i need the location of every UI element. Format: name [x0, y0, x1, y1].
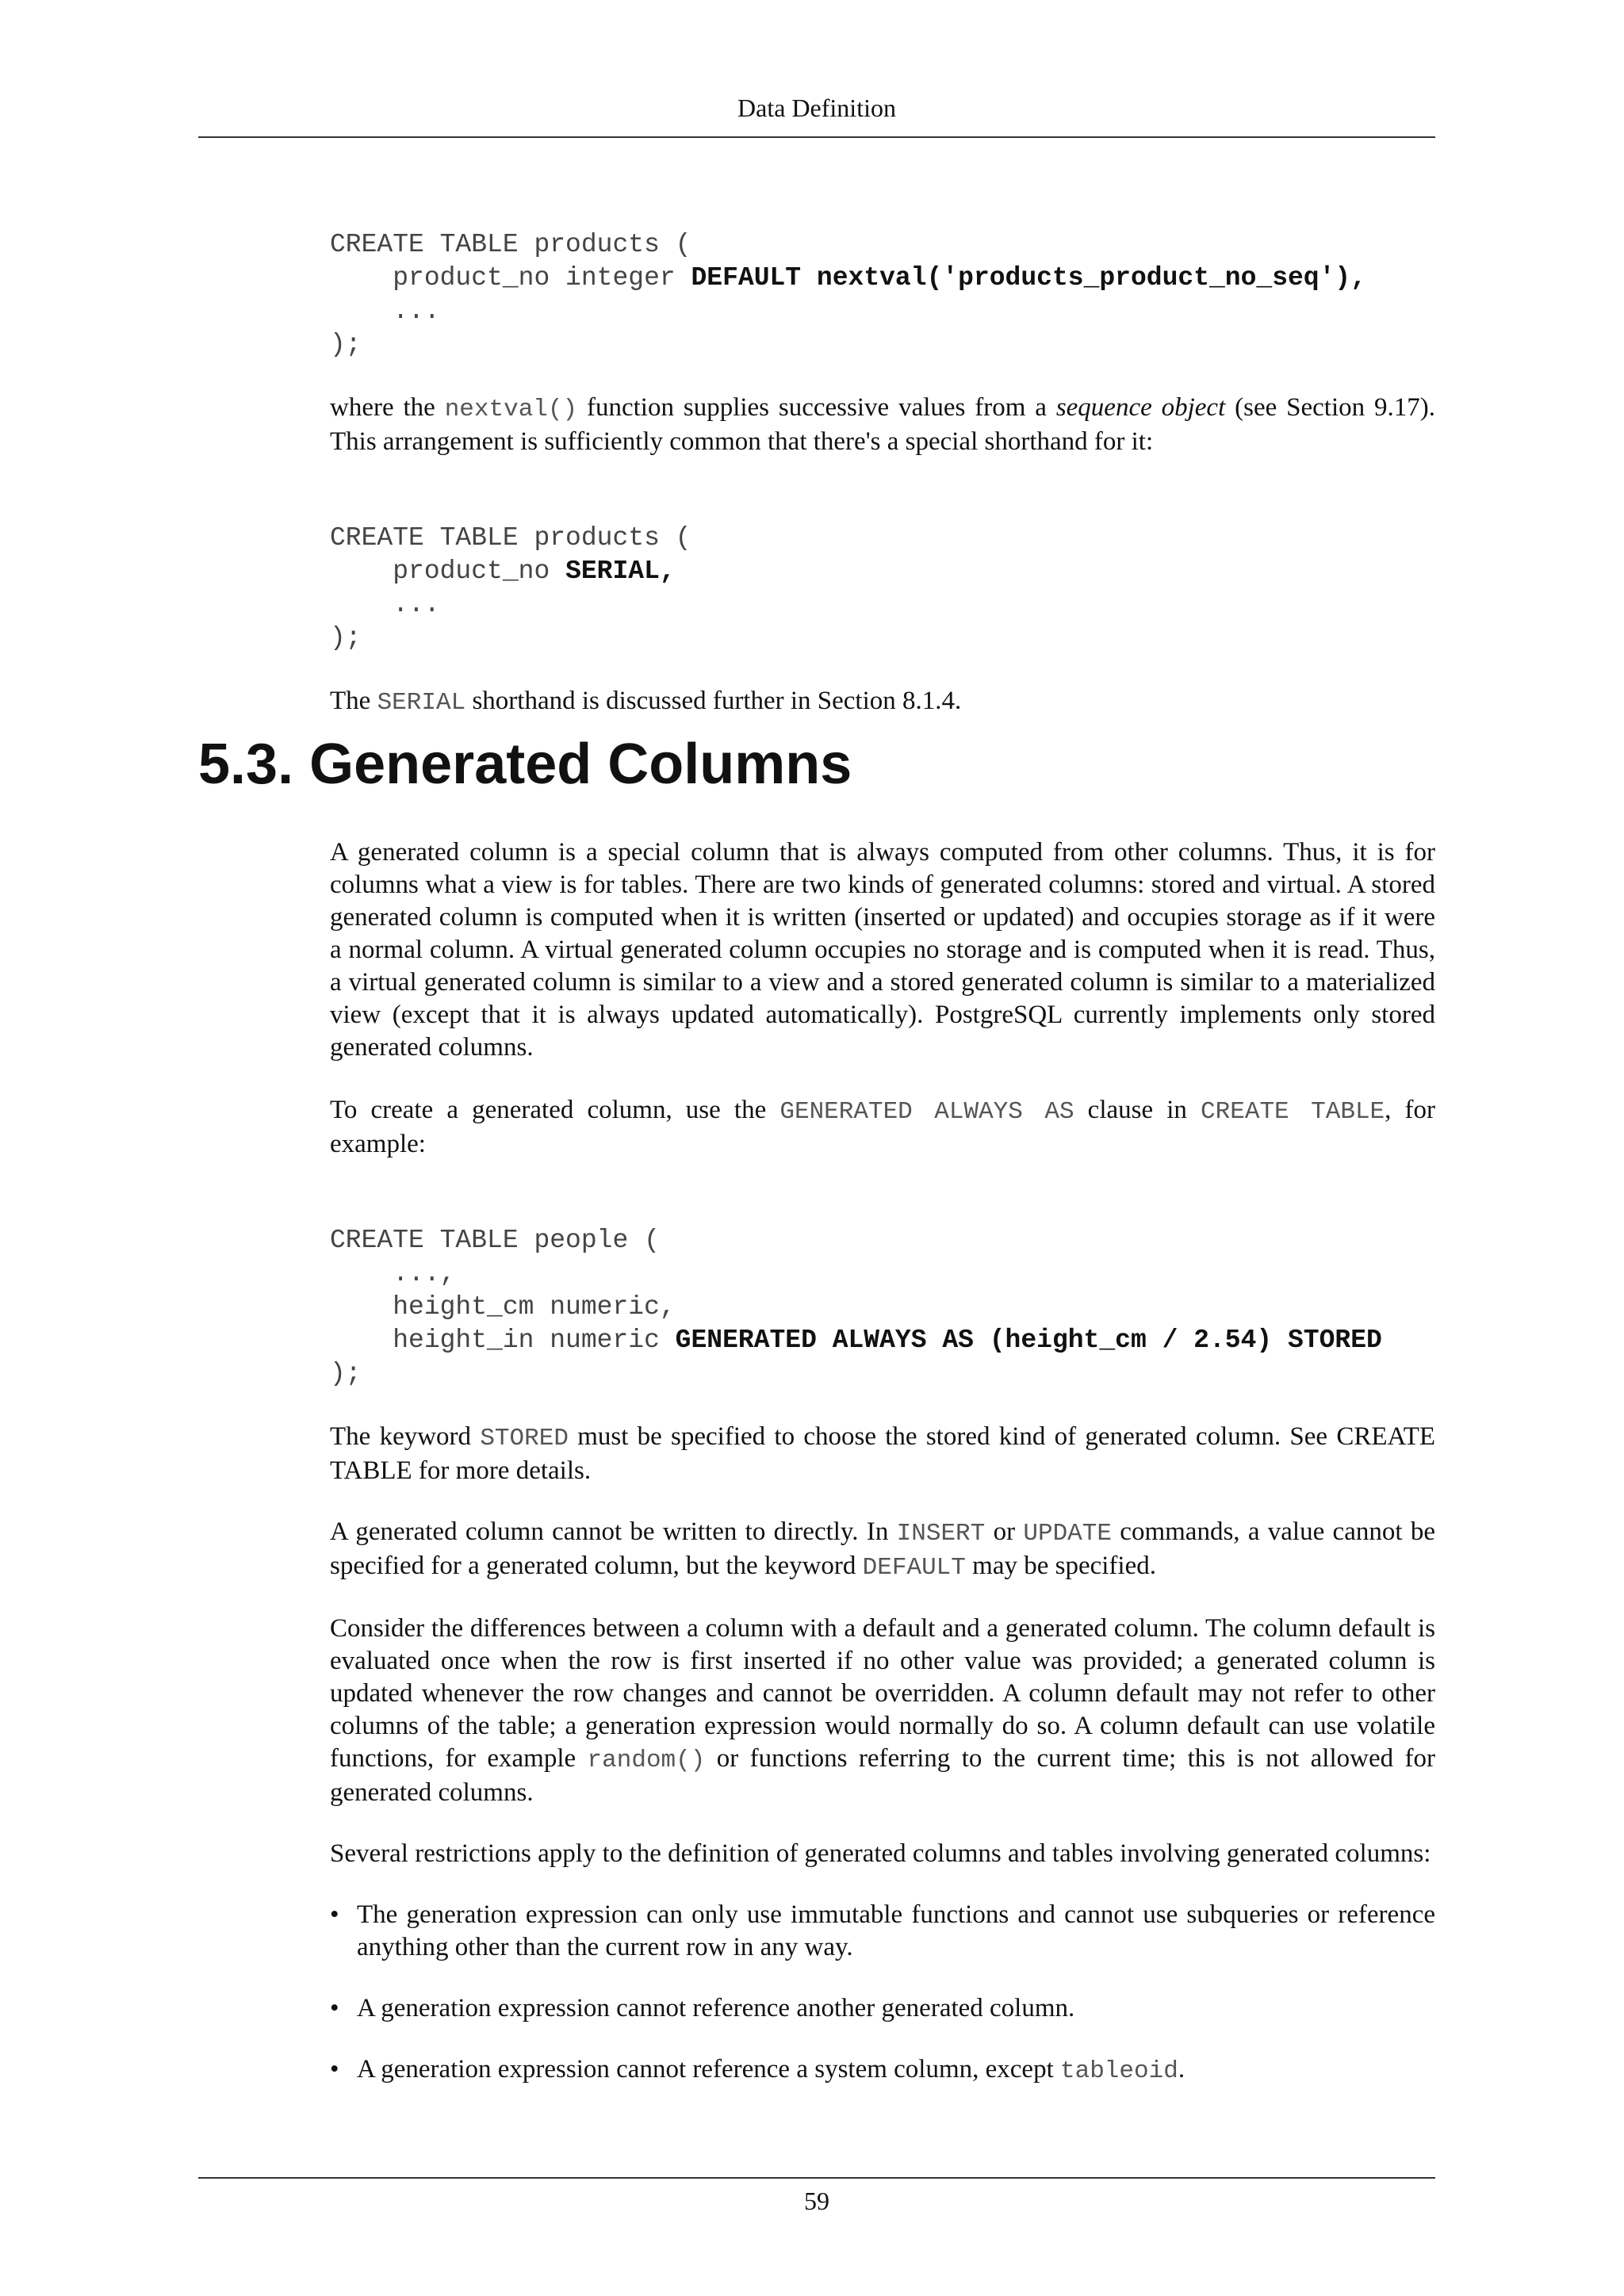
- code-block-products-default: [330, 228, 1435, 362]
- list-item: • A generation expression cannot reference a system column, except tableoid.: [330, 2055, 1185, 2085]
- section-heading: 5.3. Generated Columns: [198, 733, 852, 796]
- code-line: CREATE TABLE people (: [330, 1226, 660, 1255]
- code-block-products-serial: [330, 522, 1435, 655]
- code-line: ...,: [330, 1259, 456, 1288]
- page-number: 59: [804, 2187, 829, 2215]
- code-line: CREATE TABLE products (: [330, 523, 691, 553]
- code-line: );: [330, 330, 362, 359]
- paragraph-create-generated: To create a generated column, use the GENERATED ALWAYS AS clause in CREATE TABLE, for example:: [330, 1096, 1436, 1158]
- inline-code: INSERT: [896, 1520, 986, 1548]
- code-line: height_in numeric: [330, 1326, 676, 1355]
- bullet-icon: •: [330, 1900, 339, 1929]
- code-line: CREATE TABLE products (: [330, 230, 691, 259]
- inline-code: tableoid: [1060, 2057, 1178, 2085]
- code-line: );: [330, 623, 362, 652]
- code-line: ...: [330, 590, 440, 619]
- paragraph-serial: The SERIAL shorthand is discussed further in Section 8.1.4.: [330, 687, 962, 717]
- bullet-icon: •: [330, 2055, 339, 2084]
- inline-code: CREATE TABLE: [1201, 1098, 1385, 1126]
- code-block-people: [330, 1224, 1435, 1391]
- list-item: • A generation expression cannot reference another generated column.: [330, 1992, 1435, 2025]
- code-highlight: GENERATED ALWAYS AS (height_cm / 2.54) STORED: [675, 1326, 1382, 1355]
- paragraph-intro: A generated column is a special column that is always computed from other columns. Thus, it is for columns what a view is for tables. There are two kinds of generated columns: stored and virtual. A stored generated column is computed when it is written (inserted or updated) and occupies storage as if it were a normal column. A virtual generated column occupies no storage and is computed when it is read. Thus, a virtual generated column is similar to a view and a stored generated column is similar to a materialized view (except that it is always updated automatically). PostgreSQL currently implements only stored generated columns.: [330, 838, 1435, 1062]
- inline-code: SERIAL: [377, 689, 466, 717]
- code-line: product_no: [330, 557, 566, 586]
- paragraph-write-restriction: A generated column cannot be written to directly. In INSERT or UPDATE commands, a value cannot be specified for a generated column, but the keyword DEFAULT may be specified.: [330, 1517, 1435, 1582]
- restrictions-list: [330, 1899, 1435, 2087]
- list-item: • The generation expression can only use immutable functions and cannot use subqueries or reference anything other than the current row in any way.: [330, 1900, 1435, 1961]
- code-highlight: SERIAL,: [565, 557, 676, 586]
- inline-code: nextval(): [444, 396, 578, 423]
- running-header: Data Definition: [737, 94, 896, 122]
- section-content: [330, 836, 1435, 2087]
- code-highlight: DEFAULT nextval('products_product_no_seq'),: [691, 263, 1367, 293]
- paragraph-default-vs-generated: Consider the differences between a column with a default and a generated column. The column default is evaluated once when the row is first inserted if no other value was provided; a generated column is updated whenever the row changes and cannot be overridden. A column default may not refer to other columns of the table; a generation expression would normally do so. A column default can use volatile functions, for example random() or functions referring to the current time; this is not allowed for generated columns.: [330, 1614, 1435, 1807]
- paragraph-nextval: where the nextval() function supplies successive values from a sequence object (see Section 9.17). This arrangement is sufficiently common that there's a special shorthand for it:: [330, 393, 1436, 456]
- emphasis: sequence object: [1055, 393, 1226, 422]
- code-line: product_no integer: [330, 263, 691, 293]
- inline-code: random(): [587, 1747, 706, 1774]
- code-line: height_cm numeric,: [330, 1292, 676, 1322]
- inline-code: GENERATED ALWAYS AS: [779, 1098, 1074, 1126]
- code-line: );: [330, 1359, 362, 1388]
- inline-code: STORED: [480, 1425, 569, 1452]
- inline-code: DEFAULT: [862, 1554, 966, 1582]
- page-content: [330, 228, 1435, 719]
- inline-code: UPDATE: [1023, 1520, 1112, 1548]
- bullet-icon: •: [330, 1994, 339, 2022]
- code-line: ...: [330, 297, 440, 326]
- header-rule: [198, 136, 1435, 138]
- paragraph-stored-keyword: The keyword STORED must be specified to choose the stored kind of generated column. See CREATE TABLE for more details.: [330, 1422, 1436, 1485]
- paragraph-restrictions: Several restrictions apply to the definition of generated columns and tables involving generated columns:: [330, 1839, 1431, 1868]
